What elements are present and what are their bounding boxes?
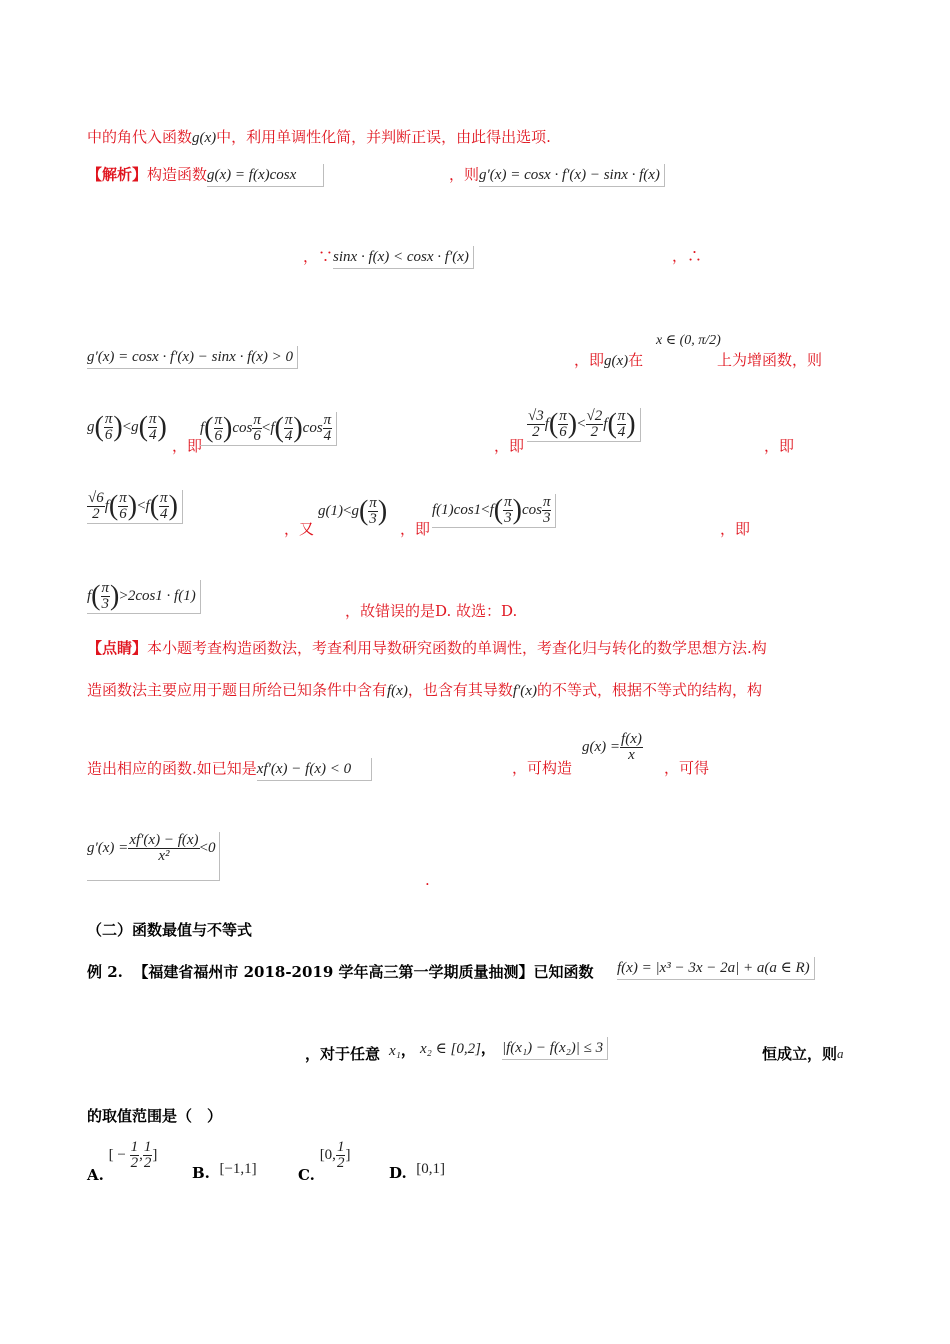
example-line-3 — [87, 1106, 222, 1126]
math-expression: f(x) = |x³ − 3x − 2a| + a(a ∈ R) — [617, 957, 815, 980]
option-label: C. — [298, 1166, 315, 1184]
text-line-2 — [87, 164, 324, 187]
option-value: [−1,1] — [219, 1161, 257, 1177]
math-expression: x₂ ∈ [0,2] — [420, 1041, 481, 1057]
because-symbol: ∵ — [318, 247, 334, 266]
text-segment: 构造函数 — [147, 165, 208, 184]
option-d[interactable] — [389, 1163, 445, 1184]
example-label: 例 2. — [87, 963, 123, 981]
text-line-10b — [512, 758, 572, 778]
text-line-3 — [303, 246, 474, 269]
text-line-8 — [87, 638, 767, 658]
text-segment: ，则 — [449, 165, 480, 184]
text-segment: 造函数法主要应用于题目所给已知条件中含有 — [87, 681, 388, 699]
text-segment: 的不等式，根据不等式的结构，构 — [536, 681, 762, 699]
text-line-6c — [720, 519, 750, 539]
text-segment: ， — [400, 1041, 416, 1059]
math-condition: sinx · f(x) < cosx · f′(x) — [333, 246, 474, 269]
math-expression: g(1)<g( $\frac{\pi}{3}$ ) — [318, 495, 388, 527]
math-g-compare — [87, 412, 167, 443]
example-line-2b — [762, 1044, 844, 1064]
option-b[interactable] — [192, 1163, 257, 1184]
math-dfx: f′(x) — [512, 683, 537, 699]
math-condition — [502, 1037, 608, 1060]
text-segment: 上为增函数，则 — [717, 351, 823, 369]
text-line-5a — [172, 436, 202, 456]
math-known-condition: xf′(x) − f(x) < 0 — [257, 758, 372, 781]
therefore-symbol: ，∴ — [672, 247, 703, 265]
text-segment: ，对于任意 — [305, 1045, 381, 1063]
math-gx: g(x) — [604, 353, 629, 369]
interval-math — [656, 330, 721, 351]
example-line-1 — [87, 962, 594, 982]
example-source: 【福建省福州市 2018-2019 学年高三第一学期质量抽测】 — [133, 963, 534, 981]
comment-tag: 【点睛】 — [87, 639, 148, 657]
math-final — [87, 580, 201, 614]
text-line-4 — [87, 346, 298, 369]
option-a[interactable] — [87, 1140, 157, 1186]
math-interval: x ∈ (0, π/2) — [656, 333, 721, 348]
math-expression: x₁ — [389, 1043, 401, 1059]
math-expression: |f(x₁) − f(x₂)| ≤ 3 — [502, 1037, 608, 1060]
math-expression: f( $\frac{\pi}{3}$ )>2cos1 · f(1) — [87, 580, 201, 614]
math-cos-compare — [200, 412, 337, 446]
math-cos1-compare — [432, 494, 556, 528]
text-segment: ，即 — [494, 437, 525, 455]
text-line-9 — [87, 680, 762, 701]
text-segment: 中的角代入函数 — [87, 128, 193, 146]
example-line-2 — [305, 1044, 380, 1064]
math-x1 — [389, 1040, 416, 1061]
text-segment: 造出相应的函数.如已知是 — [87, 759, 257, 778]
section-heading — [87, 920, 252, 940]
option-label: A. — [87, 1166, 104, 1184]
math-sqrt-compare — [527, 408, 641, 442]
math-example-func — [617, 957, 815, 980]
option-value: [0,1] — [416, 1161, 445, 1177]
math-a: a — [837, 1046, 844, 1061]
text-segment: ，又 — [284, 520, 315, 538]
math-fx: f(x) — [387, 683, 408, 699]
math-expression: f(1)cos1<f( $\frac{\pi}{3}$ )cos $\frac{\pi}{3}$ — [432, 494, 556, 528]
text-line-6a — [284, 519, 314, 539]
text-line-10c — [664, 758, 709, 778]
text-segment: 中，利用单调性化简，并判断正误，由此得出选项. — [216, 128, 551, 146]
math-construct-g: g(x) = f(x)cosx — [207, 164, 324, 187]
text-line-5b — [494, 436, 524, 456]
option-value: [0, $\frac{1}{2}$ ] — [319, 1139, 351, 1171]
math-construct-ratio — [582, 732, 643, 763]
text-line-4b — [574, 350, 643, 371]
analysis-tag: 【解析】 — [87, 165, 148, 184]
option-label: B. — [192, 1164, 210, 1182]
text-line-2b — [449, 164, 665, 187]
text-segment: ，即 — [720, 520, 751, 538]
text-line-5c — [764, 436, 794, 456]
text-line-10 — [87, 758, 372, 781]
text-segment: 本小题考查构造函数法，考查利用导数研究函数的单调性，考查化归与转化的数学思想方法.构 — [147, 639, 767, 657]
text-line-7 — [345, 601, 517, 621]
option-c[interactable] — [298, 1140, 350, 1186]
math-expression: $\frac{√3}{2}$ f( $\frac{\pi}{6}$ )< $\frac{√2}{2}$ f( $\frac{\pi}{4}$ ) — [527, 408, 641, 442]
text-segment: 在 — [628, 351, 644, 369]
math-ratio-derivative — [87, 832, 220, 881]
math-expression: $\frac{√6}{2}$ f( $\frac{\pi}{6}$ )<f( $\frac{\pi}{4}$ ) — [87, 490, 183, 524]
math-g1-compare — [318, 496, 387, 527]
text-segment: ，即 — [574, 351, 605, 369]
text-segment: ，可构造 — [512, 759, 573, 777]
math-derivative-positive: g′(x) = cosx · f′(x) − sinx · f(x) > 0 — [87, 346, 298, 369]
text-segment: ，即 — [400, 520, 431, 538]
heading-text: （二）函数最值与不等式 — [87, 921, 253, 939]
text-line-1 — [87, 127, 551, 148]
math-expression: g( $\frac{\pi}{6}$ )<g( $\frac{\pi}{4}$ ) — [87, 411, 167, 443]
math-x2 — [420, 1038, 496, 1059]
math-sqrt6-compare — [87, 490, 183, 524]
text-segment: ，即 — [764, 437, 795, 455]
math-gx: g(x) — [192, 130, 217, 146]
text-segment: ，即 — [172, 437, 203, 455]
text-segment: ，故错误的是D. 故选：D. — [345, 602, 518, 620]
math-expression: g(x) = $\frac{f(x)}{x}$ — [582, 731, 642, 763]
text-segment: ， — [480, 1039, 496, 1057]
text-segment: ，可得 — [664, 759, 710, 777]
text-line-3b — [672, 246, 702, 266]
math-expression: g′(x) = $\frac{xf'(x) - f(x)}{\text{x²}}$ <0 — [87, 832, 220, 881]
text-segment: 的取值范围是（ ） — [87, 1107, 223, 1125]
option-label: D. — [389, 1164, 407, 1182]
math-derivative-g: g′(x) = cosx · f′(x) − sinx · f(x) — [479, 164, 665, 187]
option-value: [ − $\frac{1}{2}$ , $\frac{1}{2}$ ] — [108, 1139, 158, 1171]
text-segment: 恒成立，则 — [762, 1045, 838, 1063]
math-expression: f( $\frac{\pi}{6}$ )cos $\frac{\pi}{6}$ <f( $\frac{\pi}{4}$ )cos $\frac{\pi}{4}$ — [200, 412, 337, 446]
text-line-4c — [717, 350, 822, 370]
text-segment: ， — [303, 247, 319, 266]
text-segment: ，也含有其导数 — [407, 681, 513, 699]
text-segment: . — [425, 871, 430, 889]
text-segment: 已知函数 — [533, 963, 594, 981]
text-line-6b — [400, 519, 430, 539]
text-line-11 — [425, 870, 430, 890]
